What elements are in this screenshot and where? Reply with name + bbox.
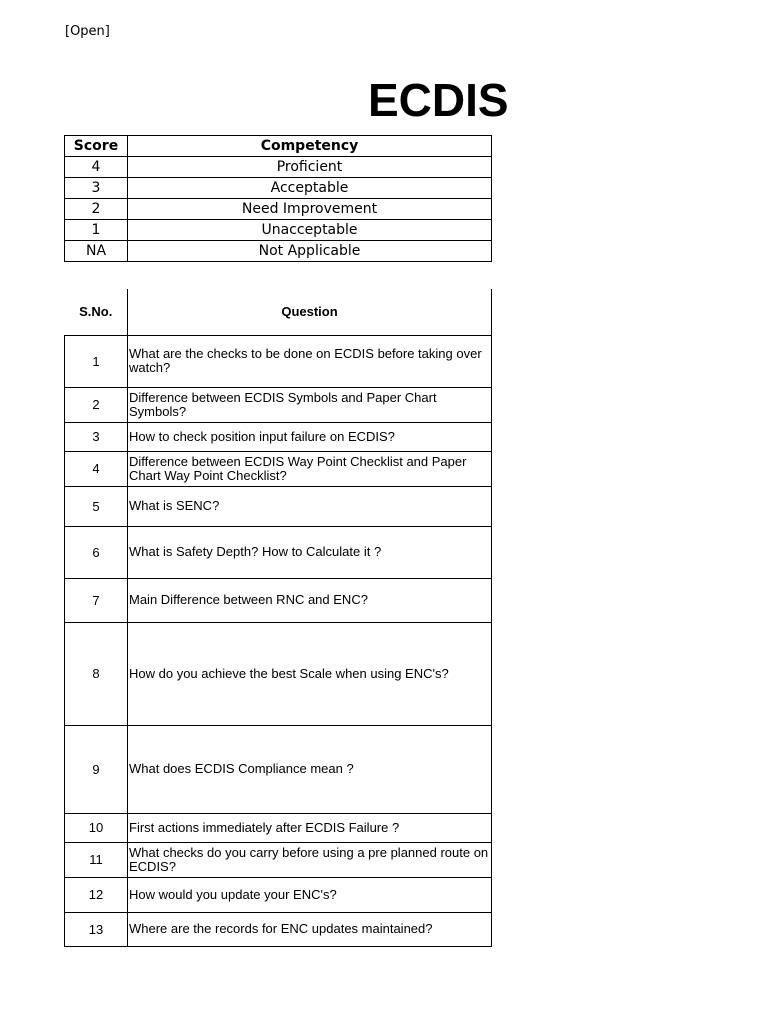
score-legend-table — [64, 135, 492, 262]
page-title: ECDIS — [368, 74, 509, 126]
question-cell: What is SENC? — [128, 486, 492, 526]
table-row — [65, 842, 492, 877]
table-row — [65, 578, 492, 622]
table-row — [65, 387, 492, 422]
serial-cell: 2 — [65, 387, 128, 422]
serial-cell: 12 — [65, 877, 128, 912]
table-row — [65, 335, 492, 387]
question-cell: What checks do you carry before using a pre planned route on ECDIS? — [128, 842, 492, 877]
question-cell: Difference between ECDIS Way Point Checklist and Paper Chart Way Point Checklist? — [128, 451, 492, 486]
table-row — [65, 451, 492, 486]
column-header: Competency — [128, 136, 492, 157]
question-cell: How to check position input failure on ECDIS? — [128, 422, 492, 451]
score-cell: 1 — [65, 220, 128, 241]
score-cell: 4 — [65, 157, 128, 178]
serial-cell: 10 — [65, 813, 128, 842]
table-row — [65, 220, 492, 241]
table-row — [65, 486, 492, 526]
serial-cell: 11 — [65, 842, 128, 877]
question-cell: Difference between ECDIS Symbols and Paper Chart Symbols? — [128, 387, 492, 422]
competency-cell: Need Improvement — [128, 199, 492, 220]
serial-cell: 1 — [65, 335, 128, 387]
table-header-row — [65, 136, 492, 157]
serial-cell: 13 — [65, 912, 128, 946]
competency-cell: Not Applicable — [128, 241, 492, 262]
question-table — [64, 289, 492, 947]
serial-cell: 4 — [65, 451, 128, 486]
column-header: Question — [128, 289, 492, 335]
question-cell: What are the checks to be done on ECDIS before taking over watch? — [128, 335, 492, 387]
question-cell: What is Safety Depth? How to Calculate it ? — [128, 526, 492, 578]
table-row — [65, 912, 492, 946]
question-cell: Main Difference between RNC and ENC? — [128, 578, 492, 622]
score-cell: 3 — [65, 178, 128, 199]
table-row — [65, 157, 492, 178]
table-row — [65, 622, 492, 725]
competency-cell: Unacceptable — [128, 220, 492, 241]
table-row — [65, 813, 492, 842]
table-row — [65, 199, 492, 220]
serial-cell: 6 — [65, 526, 128, 578]
table-row — [65, 526, 492, 578]
table-row — [65, 725, 492, 813]
serial-cell: 9 — [65, 725, 128, 813]
serial-cell: 3 — [65, 422, 128, 451]
score-cell: NA — [65, 241, 128, 262]
question-cell: How would you update your ENC's? — [128, 877, 492, 912]
serial-cell: 5 — [65, 486, 128, 526]
question-cell: How do you achieve the best Scale when using ENC's? — [128, 622, 492, 725]
table-row — [65, 422, 492, 451]
competency-cell: Proficient — [128, 157, 492, 178]
question-cell: First actions immediately after ECDIS Failure ? — [128, 813, 492, 842]
serial-cell: 8 — [65, 622, 128, 725]
table-row — [65, 178, 492, 199]
table-row — [65, 877, 492, 912]
question-cell: What does ECDIS Compliance mean ? — [128, 725, 492, 813]
serial-cell: 7 — [65, 578, 128, 622]
column-header: Score — [65, 136, 128, 157]
question-cell: Where are the records for ENC updates maintained? — [128, 912, 492, 946]
score-cell: 2 — [65, 199, 128, 220]
table-header-row — [65, 289, 492, 335]
column-header: S.No. — [65, 289, 128, 335]
classification-tag: [Open] — [65, 24, 110, 39]
table-row — [65, 241, 492, 262]
competency-cell: Acceptable — [128, 178, 492, 199]
